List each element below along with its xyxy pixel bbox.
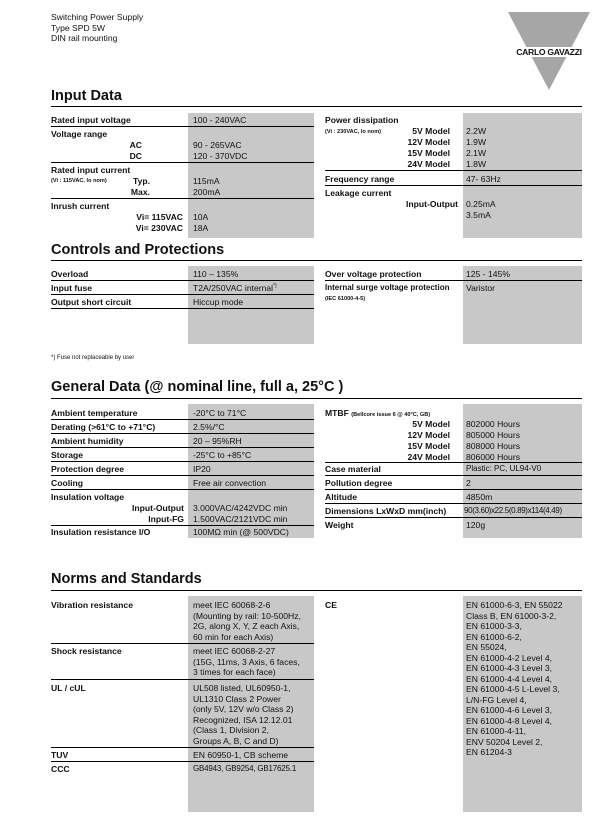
vibration-line: 60 min for each Axis): [193, 631, 274, 642]
ce-line: EN 61000-4-6 Level 3,: [466, 705, 552, 715]
row-rule: [51, 461, 314, 462]
over-voltage-protection-label: Over voltage protection: [325, 269, 422, 279]
pollution-degree-value: 2: [466, 478, 471, 488]
input-fuse-text: T2A/250VAC internal: [193, 283, 274, 293]
ul-cul-label: UL / cUL: [51, 683, 86, 693]
input-fuse-value: [193, 283, 277, 293]
row-rule: [51, 419, 314, 420]
input-data-title-rule: [51, 106, 582, 107]
leakage-input-output-label: Input-Output: [405, 199, 458, 209]
frequency-range-label: Frequency range: [325, 174, 395, 184]
mtbf-12v-label: 12V Model: [407, 430, 450, 440]
case-material-value: Plastic: PC, UL94-V0: [466, 464, 542, 473]
ce-line: EN 61000-4-5 L-Level 3,: [466, 684, 560, 694]
row-rule: [325, 462, 582, 463]
inrush-current-label: Inrush current: [51, 201, 110, 211]
surge-protection-standard: (IEC 61000-4-5): [325, 296, 366, 302]
weight-value: 120g: [466, 520, 486, 530]
ce-line: EN 61000-4-4 Level 4,: [466, 673, 552, 684]
norms-title-rule: [51, 590, 582, 591]
shock-line: (15G, 11ms, 3 Axis, 6 faces,: [193, 656, 300, 667]
carlo-gavazzi-logo: [508, 12, 590, 90]
header-line-2: Type SPD 5W: [51, 22, 105, 33]
insulation-voltage-label: Insulation voltage: [51, 492, 125, 502]
vibration-line: meet IEC 60068-2-6: [193, 600, 271, 610]
ce-line: EN 61000-4-3 Level 3,: [466, 663, 552, 673]
ccc-label: CCC: [51, 764, 70, 774]
row-rule: [325, 489, 582, 490]
ce-line: ENV 50204 Level 2,: [466, 736, 543, 747]
mtbf-label: [325, 408, 430, 418]
row-rule: [325, 517, 582, 518]
ac-label: AC: [129, 140, 142, 150]
logo-text: CARLO GAVAZZI: [508, 47, 590, 57]
leakage-value-1: 0.25mA: [466, 199, 496, 209]
ce-line: EN 61000-4-8 Level 4,: [466, 715, 552, 726]
derating-value: 2.5%/°C: [193, 422, 225, 432]
ce-label: CE: [325, 600, 337, 610]
overload-value: 110 – 135%: [193, 269, 239, 279]
row-rule: [51, 126, 314, 127]
mtbf-12v-value: 805000 Hours: [466, 430, 520, 440]
dc-label: DC: [129, 151, 142, 161]
leakage-current-label: Leakage current: [325, 188, 392, 198]
pd-5v-value: 2.2W: [466, 126, 487, 136]
ccc-value: GB4943, GB9254, GB17625.1: [193, 764, 297, 773]
weight-label: Weight: [325, 520, 354, 530]
row-rule: [325, 170, 582, 171]
over-voltage-protection-value: 125 - 145%: [466, 269, 510, 279]
ul-line: UL508 listed, UL60950-1,: [193, 683, 291, 693]
ambient-humidity-label: Ambient humidity: [51, 436, 124, 446]
vibration-resistance-label: Vibration resistance: [51, 600, 133, 610]
row-rule: [51, 433, 314, 434]
rated-input-current-condition: (Vi : 115VAC, Io nom): [51, 178, 107, 184]
shock-line: meet IEC 60068-2-27: [193, 646, 276, 656]
general-data-title-rule: [51, 398, 582, 399]
pd-5v-label: 5V Model: [412, 126, 450, 136]
ul-line: Recognized, ISA 12.12.01: [193, 714, 293, 725]
mtbf-condition: (Bellcore issue 6 @ 40°C, GB): [351, 412, 431, 418]
altitude-value: 4850m: [466, 492, 493, 502]
pd-12v-label: 12V Model: [407, 137, 450, 147]
ul-line: (Class 1, Division 2,: [193, 725, 269, 735]
frequency-range-value: 47- 63Hz: [466, 174, 501, 184]
pd-12v-value: 1.9W: [466, 137, 487, 147]
row-rule: [51, 679, 314, 680]
input-fuse-label: Input fuse: [51, 283, 93, 293]
rated-input-voltage-value: 100 - 240VAC: [193, 115, 247, 125]
storage-label: Storage: [51, 450, 83, 460]
protection-degree-label: Protection degree: [51, 464, 125, 474]
mtbf-24v-value: 806000 Hours: [466, 452, 520, 462]
ce-line: EN 61000-6-2,: [466, 631, 522, 642]
header-line-1: Switching Power Supply: [51, 12, 144, 22]
leakage-value-2: 3.5mA: [466, 210, 491, 220]
shock-line: 3 times for each face): [193, 667, 276, 677]
row-rule: [51, 198, 314, 199]
vi-115-label: Vi= 115VAC: [136, 212, 183, 222]
mtbf-5v-value: 802000 Hours: [466, 419, 520, 429]
max-value: 200mA: [193, 187, 221, 197]
header-line-3: DIN rail mounting: [51, 33, 118, 44]
row-rule: [51, 280, 314, 281]
shock-resistance-label: Shock resistance: [51, 646, 122, 656]
cooling-label: Cooling: [51, 478, 83, 488]
ul-line: UL1310 Class 2 Power: [193, 693, 281, 704]
ul-line: (only 5V, 12V w/o Class 2): [193, 704, 294, 714]
power-dissipation-label: Power dissipation: [325, 115, 399, 125]
pd-15v-value: 2.1W: [466, 148, 487, 158]
input-data-title: Input Data: [51, 88, 122, 104]
output-short-circuit-label: Output short circuit: [51, 297, 132, 307]
general-data-title: General Data (@ nominal line, full a, 25°C ): [51, 379, 344, 395]
max-label: Max.: [130, 187, 150, 197]
row-rule: [325, 503, 582, 504]
vi-230-value: 18A: [193, 223, 209, 233]
ul-line: Groups A, B, C and D): [193, 735, 279, 746]
row-rule: [51, 475, 314, 476]
surge-protection-value: Varistor: [466, 283, 495, 293]
power-dissipation-condition: (Vi : 230VAC, Io nom): [325, 129, 382, 135]
pd-24v-label: 24V Model: [407, 159, 450, 169]
vibration-line: (Mounting by rail: 10-500Hz,: [193, 610, 301, 621]
row-rule: [51, 525, 314, 526]
fuse-footnote: *) Fuse not replaceable by user: [51, 355, 135, 361]
row-rule: [325, 280, 582, 281]
norms-title: Norms and Standards: [51, 571, 202, 587]
mtbf-15v-label: 15V Model: [407, 441, 450, 451]
derating-label: Derating (>61°C to +71°C): [51, 422, 156, 432]
mtbf-15v-value: 808000 Hours: [466, 441, 520, 451]
fuse-footnote-marker: *): [273, 283, 277, 290]
ambient-temperature-label: Ambient temperature: [51, 408, 138, 418]
ambient-temperature-value: -20°C to 71°C: [193, 408, 247, 418]
protection-degree-value: IP20: [193, 464, 211, 474]
dc-value: 120 - 370VDC: [193, 151, 248, 161]
pollution-degree-label: Pollution degree: [325, 478, 393, 488]
rated-input-voltage-label: Rated input voltage: [51, 115, 131, 125]
ambient-humidity-value: 20 – 95%RH: [193, 436, 242, 446]
row-rule: [51, 761, 314, 762]
ce-line: EN 61000-3-3,: [466, 621, 522, 631]
row-rule: [325, 475, 582, 476]
overload-label: Overload: [51, 269, 89, 279]
vi-115-value: 10A: [193, 212, 209, 222]
ce-line: L/N-FG Level 4,: [466, 694, 527, 705]
vibration-line: 2G, along X, Y, Z each Axis,: [193, 621, 300, 631]
ce-line: EN 61000-4-11,: [466, 726, 527, 736]
ce-line: EN 61000-4-2 Level 4,: [466, 652, 552, 663]
row-rule: [51, 489, 314, 490]
tuv-value: EN 60950-1, CB scheme: [193, 750, 289, 760]
controls-title: Controls and Protections: [51, 242, 225, 258]
row-rule: [51, 747, 314, 748]
insulation-resistance-value: 100MΩ min (@ 500VDC): [193, 527, 289, 537]
storage-value: -25°C to +85°C: [193, 450, 252, 460]
typ-label: Typ.: [132, 176, 150, 186]
ce-line: EN 61000-6-3, EN 55022: [466, 600, 563, 610]
cooling-value: Free air convection: [193, 478, 267, 488]
ac-value: 90 - 265VAC: [193, 140, 242, 150]
pd-24v-value: 1.8W: [466, 159, 487, 169]
insulation-input-output-label: Input-Output: [131, 503, 184, 513]
output-short-circuit-value: Hiccup mode: [193, 297, 244, 307]
row-rule: [51, 308, 314, 309]
ce-line: Class B, EN 61000-3-2,: [466, 610, 557, 621]
rated-input-current-label: Rated input current: [51, 165, 131, 175]
mtbf-5v-label: 5V Model: [412, 419, 450, 429]
altitude-label: Altitude: [325, 492, 357, 502]
mtbf-24v-label: 24V Model: [407, 452, 450, 462]
row-rule: [51, 447, 314, 448]
dimensions-label: Dimensions LxWxD mm(inch): [325, 506, 447, 516]
insulation-resistance-label: Insulation resistance I/O: [51, 527, 151, 537]
ce-line: EN 61204-3: [466, 747, 512, 757]
row-rule: [325, 185, 582, 186]
vi-230-label: Vi= 230VAC: [135, 223, 183, 233]
document-header: [51, 12, 143, 44]
typ-value: 115mA: [193, 176, 220, 186]
row-rule: [51, 643, 314, 644]
case-material-label: Case material: [325, 464, 381, 474]
mtbf-label-text: MTBF: [325, 408, 349, 418]
insulation-input-fg-label: Input-FG: [148, 514, 184, 524]
pd-15v-label: 15V Model: [407, 148, 450, 158]
voltage-range-label: Voltage range: [51, 129, 108, 139]
row-rule: [51, 294, 314, 295]
ce-line: EN 55024,: [466, 642, 507, 652]
insulation-input-output-value: 3.000VAC/4242VDC min: [193, 503, 288, 513]
dimensions-value: 90(3.60)x22.5(0.89)x114(4.49): [464, 506, 562, 515]
row-rule: [51, 162, 314, 163]
controls-title-rule: [51, 260, 582, 261]
insulation-input-fg-value: 1.500VAC/2121VDC min: [193, 514, 288, 524]
surge-protection-label: Internal surge voltage protection: [325, 283, 450, 292]
tuv-label: TUV: [51, 750, 69, 760]
